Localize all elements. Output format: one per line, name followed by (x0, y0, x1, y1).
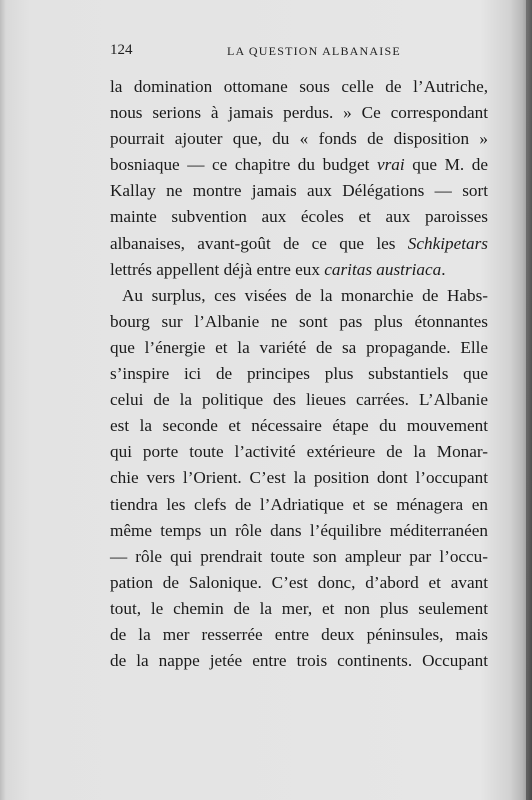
text-line: Kallay ne montre jamais aux Délégations — sort (110, 181, 488, 201)
running-title: LA QUESTION ALBANAISE (227, 44, 401, 58)
text-line: chie vers l’Orient. C’est la position dont l’occupant (110, 468, 488, 488)
text-line: de la nappe jetée entre trois continents. Occupant (110, 651, 488, 671)
text-line: mainte subvention aux écoles et aux paroisses (110, 207, 488, 227)
page-edge-shadow (526, 0, 532, 800)
page-header (110, 42, 490, 62)
line-text: albanaises, avant-goût de ce que les (110, 233, 408, 253)
text-line: qui porte toute l’activité extérieure de la Monar- (110, 442, 488, 462)
text-line: même temps un rôle dans l’équilibre méditerranéen (110, 520, 488, 540)
text-line: tout, le chemin de la mer, et non plus seulement (110, 598, 488, 618)
text-line: la domination ottomane sous celle de l’Autriche, (110, 77, 488, 96)
italic-word: Schkipetars (407, 233, 488, 253)
text-line: tiendra les clefs de l’Adriatique et se ménagera en (110, 494, 488, 514)
text-line (110, 231, 488, 257)
page-number: 124 (110, 42, 133, 58)
line-text: . (441, 259, 446, 279)
italic-word: vrai (376, 155, 405, 175)
line-text: lettrés appellent déjà entre eux (110, 259, 325, 279)
text-line: de la mer resserrée entre deux péninsules, mais (110, 624, 488, 644)
text-line (110, 257, 488, 283)
text-line: pation de Salonique. C’est donc, d’abord et avant (110, 572, 488, 592)
text-line: que l’énergie et la variété de sa propagande. Elle (110, 337, 488, 357)
text-line: est la seconde et nécessaire étape du mouvement (110, 416, 488, 436)
text-line: celui de la politique des lieues carrées. L’Albanie (110, 390, 488, 410)
line-text: bosniaque — ce chapitre du budget (110, 155, 377, 175)
text-line: pourrait ajouter que, du « fonds de disposition » (110, 129, 488, 149)
line-text: que M. de (404, 155, 489, 175)
text-line: — rôle qui prendrait toute son ampleur par l’occu- (110, 546, 488, 566)
text-line: nous serions à jamais perdus. » Ce correspondant (110, 103, 488, 123)
text-line: bourg sur l’Albanie ne sont pas plus étonnantes (110, 311, 488, 331)
italic-word: caritas austriaca (324, 259, 442, 279)
text-line: Au surplus, ces visées de la monarchie de Habs- (122, 285, 488, 305)
body-text (110, 74, 488, 674)
text-line (110, 152, 488, 178)
text-line: s’inspire ici de principes plus substantiels que (110, 364, 488, 384)
